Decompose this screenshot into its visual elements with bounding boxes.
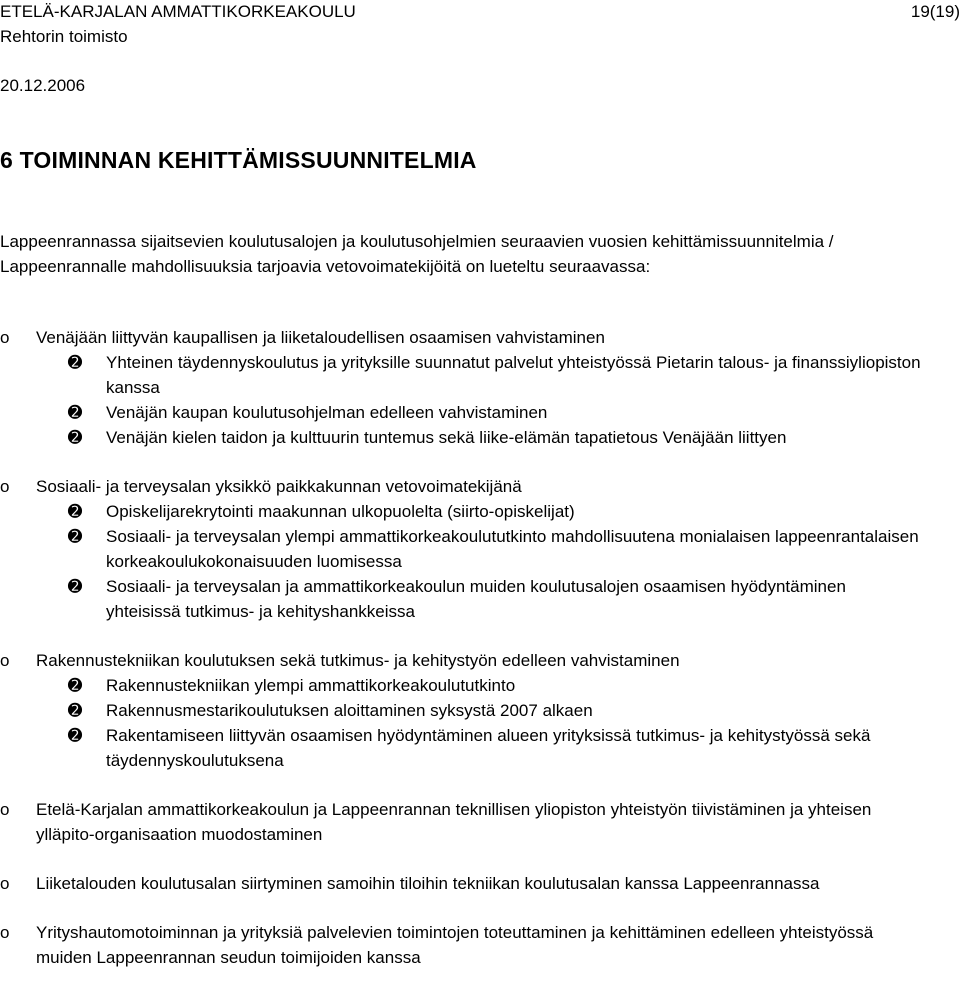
section-text: Rakennustekniikan koulutuksen sekä tutkimus- ja kehitystyön edelleen vahvistaminen [36,651,680,670]
sub-item [66,499,960,524]
sub-item [66,400,960,425]
sub-item [66,698,960,723]
numbered-bullet-icon: ➋ [67,403,83,422]
office-name: Rehtorin toimisto [0,27,128,46]
numbered-bullet-icon: ➋ [67,676,83,695]
numbered-bullet-icon: ➋ [67,428,83,447]
development-plan-list [0,325,960,970]
sub-item-text: Opiskelijarekrytointi maakunnan ulkopuolelta (siirto-opiskelijat) [106,502,575,521]
bullet-marker: o [0,328,10,347]
plan-section [0,474,960,624]
sub-item-text: Sosiaali- ja terveysalan ja ammattikorkeakoulun muiden koulutusalojen osaamisen hyödyntäminen yhteisissä tutkimus- ja kehityshankkeissa [106,577,846,621]
numbered-bullet-icon: ➋ [67,527,83,546]
page-number: 19(19) [910,2,960,21]
sub-item-text: Sosiaali- ja terveysalan ylempi ammattikorkeakoulututkinto mahdollisuutena monialaisen lappeenrantalaisen korkeakoulukokonaisuuden luomisessa [106,527,919,571]
plan-section [0,797,960,847]
sub-item [66,350,960,400]
sub-item [66,425,960,450]
intro-paragraph: Lappeenrannassa sijaitsevien koulutusalojen ja koulutusohjelmien seuraavien vuosien kehittämissuunnitelmia / Lappeenrannalle mahdollisuuksia tarjoavia vetovoimatekijöitä on lueteltu seuraavassa: [0,232,834,276]
section-text: Etelä-Karjalan ammattikorkeakoulun ja Lappeenrannan teknillisen yliopiston yhteistyön tiivistäminen ja yhteisen ylläpito-organisaation muodostaminen [36,800,872,844]
plan-section [0,648,960,773]
sub-item [66,723,960,773]
numbered-bullet-icon: ➋ [67,353,83,372]
numbered-bullet-icon: ➋ [67,502,83,521]
section-title: 6 TOIMINNAN KEHITTÄMISSUUNNITELMIA [0,147,477,173]
sub-item-text: Venäjän kielen taidon ja kulttuurin tuntemus sekä liike-elämän tapatietous Venäjään liittyen [106,428,787,447]
sub-item-text: Rakentamiseen liittyvän osaamisen hyödyntäminen alueen yrityksissä tutkimus- ja kehitystyössä sekä täydennyskoulutuksena [106,726,871,770]
bullet-marker: o [0,923,10,942]
numbered-bullet-icon: ➋ [67,726,83,745]
plan-section [0,325,960,450]
bullet-marker: o [0,651,10,670]
sub-item [66,574,960,624]
bullet-marker: o [0,800,10,819]
sub-item-text: Yhteinen täydennyskoulutus ja yrityksille suunnatut palvelut yhteistyössä Pietarin talous- ja finanssiyliopiston kanssa [106,353,921,397]
sub-item [66,524,960,574]
bullet-marker: o [0,477,10,496]
sub-item [66,673,960,698]
section-text: Yrityshautomotoiminnan ja yrityksiä palvelevien toimintojen toteuttaminen ja kehittäminen edelleen yhteistyössä muiden Lappeenrannan seudun toimijoiden kanssa [36,923,874,967]
section-text: Venäjään liittyvän kaupallisen ja liiketaloudellisen osaamisen vahvistaminen [36,328,605,347]
numbered-bullet-icon: ➋ [67,577,83,596]
section-text: Sosiaali- ja terveysalan yksikkö paikkakunnan vetovoimatekijänä [36,477,522,496]
organization-name: ETELÄ-KARJALAN AMMATTIKORKEAKOULU [0,2,356,21]
sub-item-text: Rakennustekniikan ylempi ammattikorkeakoulututkinto [106,676,516,695]
bullet-marker: o [0,874,10,893]
sub-item-text: Venäjän kaupan koulutusohjelman edelleen vahvistaminen [106,403,548,422]
document-date: 20.12.2006 [0,76,86,95]
plan-section [0,920,960,970]
plan-section [0,871,960,896]
numbered-bullet-icon: ➋ [67,701,83,720]
section-text: Liiketalouden koulutusalan siirtyminen samoihin tiloihin tekniikan koulutusalan kanssa Lappeenrannassa [36,874,820,893]
sub-item-text: Rakennusmestarikoulutuksen aloittaminen syksystä 2007 alkaen [106,701,593,720]
